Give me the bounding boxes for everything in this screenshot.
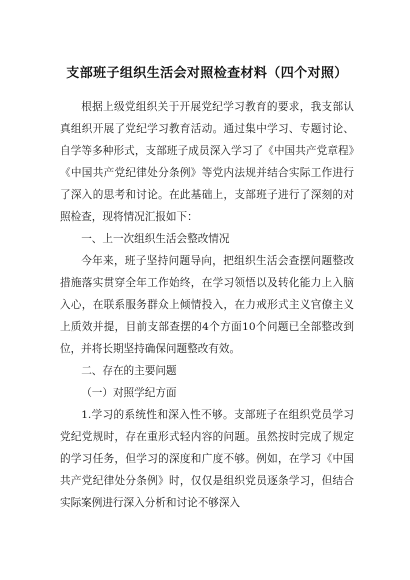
section-2-heading: 二、存在的主要问题 bbox=[81, 365, 177, 377]
section-1-heading: 一、上一次组织生活会整改情况 bbox=[81, 233, 230, 245]
subsection-1-heading: （一）对照学纪方面 bbox=[81, 387, 177, 399]
document-title: 支部班子组织生活会对照检查材料（四个对照） bbox=[66, 66, 348, 81]
section-1-paragraph: 今年来，班子坚持问题导向，把组织生活会查摆问题整改措施落实贯穿全年工作始终，在学习领悟以及转化能力上入脑入心，在联系服务群众上倾情投入，在力戒形式主义官僚主义上质效并提，目前支部查摆的4个方面10个问题已全部整改到位，并将长期坚持确保问题整改有效。 bbox=[60, 255, 354, 355]
item-1-paragraph: 1.学习的系统性和深入性不够。支部班子在组织党员学习党纪党规时，存在重形式轻内容的问题。虽然按时完成了规定的学习任务，但学习的深度和广度不够。例如，在学习《中国共产党纪律处分条例》时，仅仅是组织党员逐条学习，但结合实际案例进行深入分析和讨论不够深入 bbox=[60, 409, 354, 509]
document-body bbox=[60, 96, 354, 514]
intro-paragraph: 根据上级党组织关于开展党纪学习教育的要求，我支部认真组织开展了党纪学习教育活动。通过集中学习、专题讨论、自学等多种形式，支部班子成员深入学习了《中国共产党章程》《中国共产党纪律处分条例》等党内法规并结合实际工作进行了深入的思考和讨论。在此基础上，支部班子进行了深刻的对照检查，现将情况汇报如下： bbox=[60, 101, 354, 223]
